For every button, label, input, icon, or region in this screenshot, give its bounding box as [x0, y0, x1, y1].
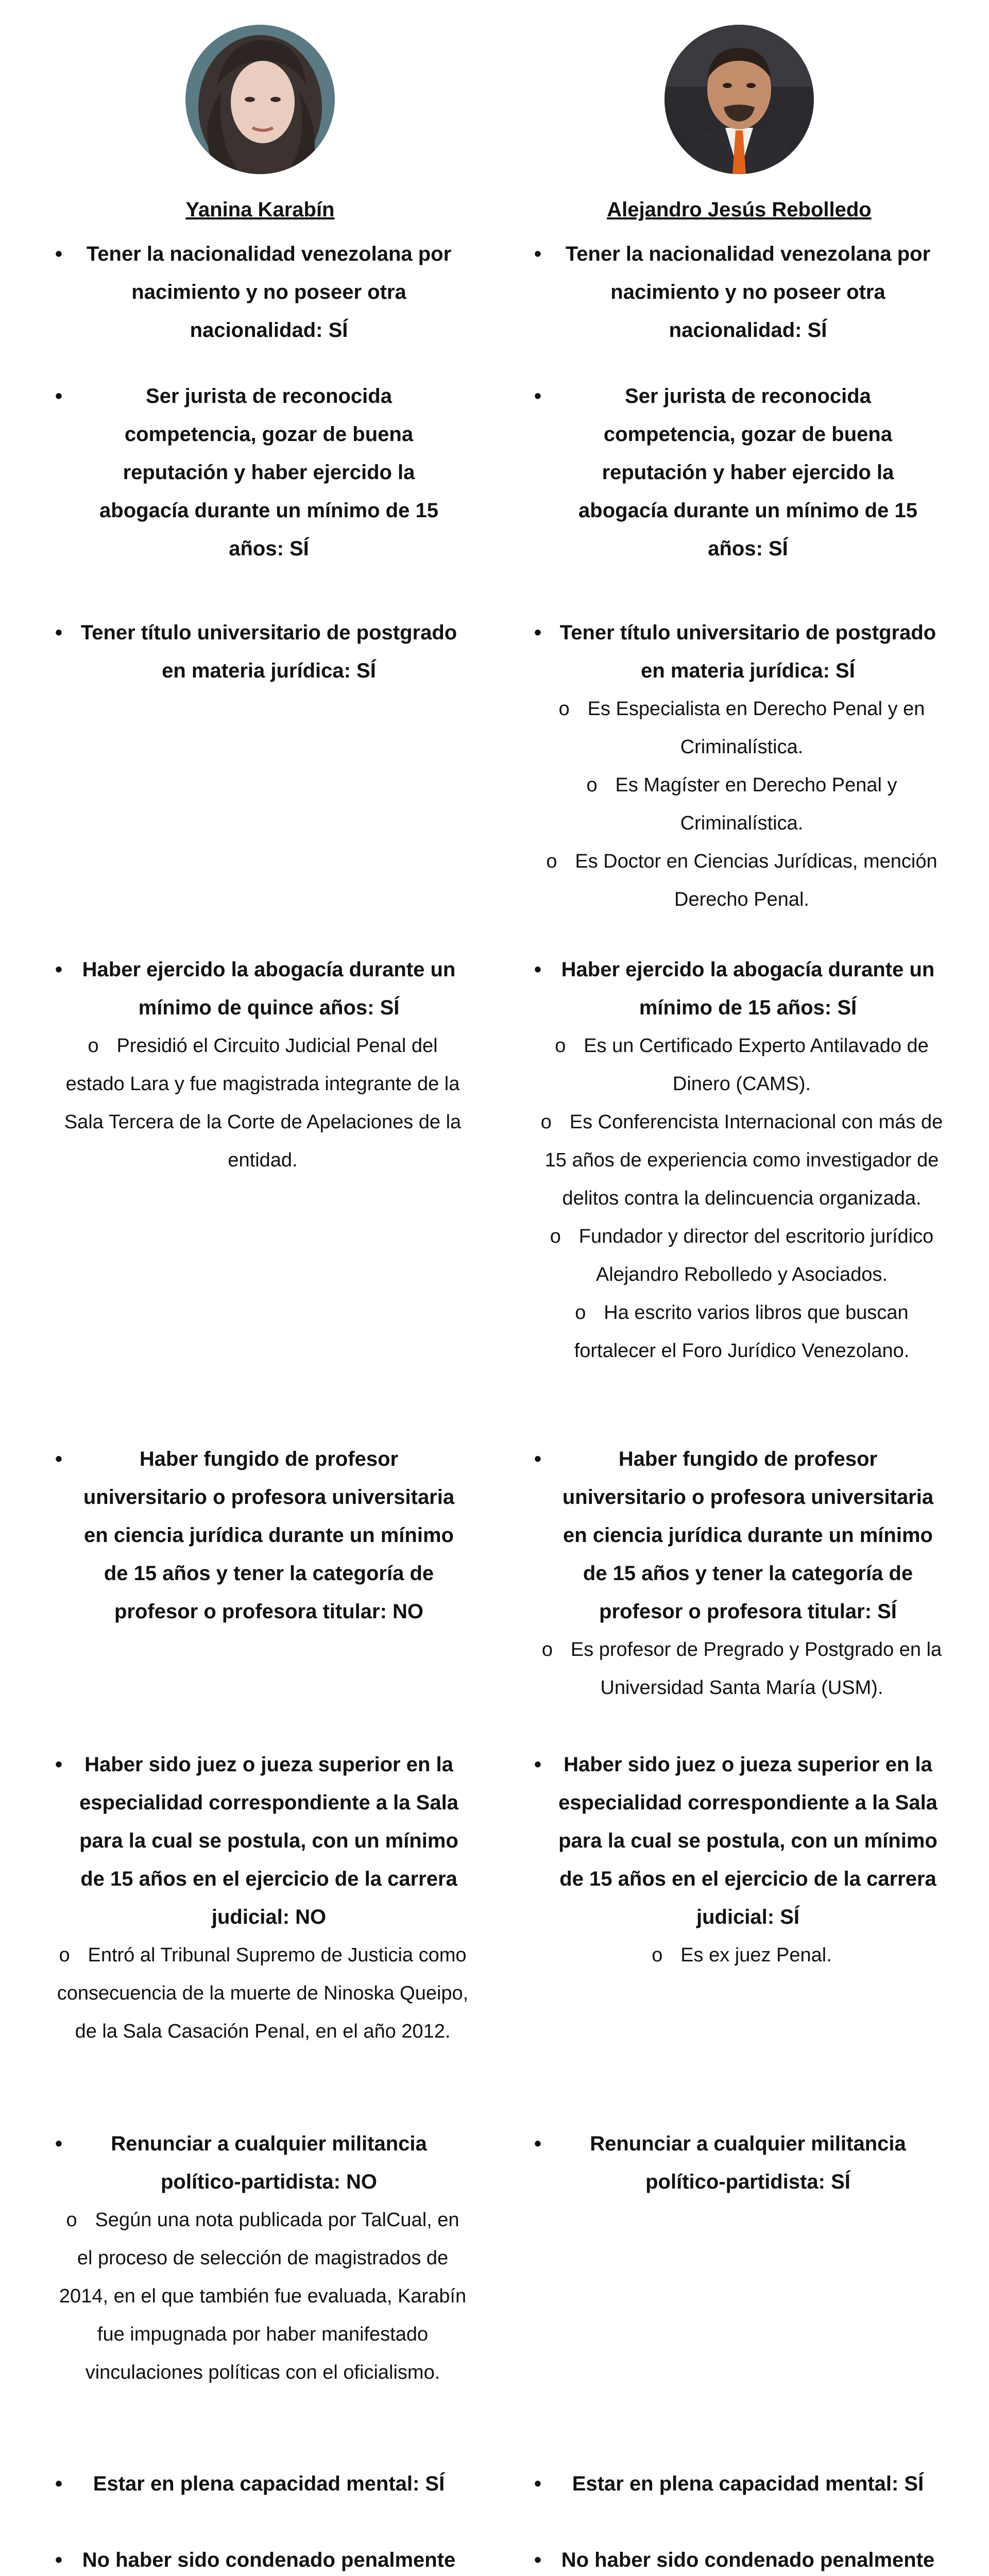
sub-item-text: Es Conferencista Internacional con más de 15 años de experiencia como investigador de delitos contra la delincuencia organizada. [544, 1111, 943, 1209]
criterion [520, 951, 958, 1370]
bullet-icon: • [55, 2132, 62, 2155]
sub-item-text: Fundador y director del escritorio jurídico Alejandro Rebolledo y Asociados. [578, 1226, 934, 1285]
candidate-name: Alejandro Jesús Rebolledo [607, 198, 872, 221]
circle-bullet-icon: o [540, 1111, 552, 1133]
bullet-icon: • [534, 621, 541, 644]
criterion-text: Ser jurista de reconocida competencia, gozar de buena reputación y haber ejercido la abogacía durante un mínimo de 15 años: SÍ [578, 385, 917, 560]
bullet-icon: • [534, 1753, 541, 1776]
criterion-text: Estar en plena capacidad mental: SÍ [572, 2472, 924, 2495]
bullet-icon: • [534, 385, 541, 408]
avatar [185, 25, 335, 174]
bullet-icon: • [55, 1753, 62, 1776]
criterion [41, 1440, 479, 1631]
sub-item [520, 842, 958, 919]
bullet-icon: • [55, 958, 62, 981]
sub-item [520, 1294, 958, 1370]
circle-bullet-icon: o [575, 1302, 586, 1324]
sub-item-text: Presidió el Circuito Judicial Penal del estado Lara y fue magistrada integrante de la Sala Tercera de la Corte de Apelaciones de la entidad. [64, 1035, 462, 1171]
criterion [520, 1440, 958, 1707]
criterion [41, 951, 479, 1179]
sub-item-text: Es ex juez Penal. [680, 1944, 832, 1966]
circle-bullet-icon: o [555, 1035, 566, 1057]
sub-item [520, 1217, 958, 1294]
sub-item-text: Es Magíster en Derecho Penal y Criminalística. [615, 774, 897, 834]
candidate-name: Yanina Karabín [185, 198, 335, 221]
criterion [41, 2541, 479, 2576]
bullet-icon: • [55, 2549, 62, 2571]
criterion-text: Tener título universitario de postgrado en materia jurídica: SÍ [559, 621, 936, 682]
circle-bullet-icon: o [88, 1035, 99, 1057]
criterion [41, 1745, 479, 2050]
criterion [520, 1745, 958, 1974]
criterion-text: No haber sido condenado penalmente [561, 2549, 935, 2571]
sub-item [41, 1027, 479, 1179]
bullet-icon: • [55, 1448, 62, 1470]
bullet-icon: • [534, 958, 541, 981]
criterion [520, 2541, 958, 2576]
sub-item [41, 2201, 479, 2392]
candidate-photo-left [185, 25, 335, 174]
bullet-icon: • [55, 385, 62, 408]
criterion-text: Ser jurista de reconocida competencia, gozar de buena reputación y haber ejercido la abogacía durante un mínimo de 15 años: SÍ [99, 385, 438, 560]
criterion [520, 614, 958, 919]
bullet-icon: • [534, 2549, 541, 2571]
criterion-text: Haber fungido de profesor universitario o profesora universitaria en ciencia jurídica durante un mínimo de 15 años y tener la categoría de profesor o profesora titular: NO [83, 1448, 455, 1623]
sub-item [520, 1631, 958, 1707]
circle-bullet-icon: o [652, 1944, 663, 1966]
criterion [520, 235, 958, 349]
circle-bullet-icon: o [558, 698, 570, 720]
criterion [41, 2465, 479, 2503]
circle-bullet-icon: o [66, 2209, 77, 2231]
sub-item [41, 1936, 479, 2050]
bullet-icon: • [534, 243, 541, 265]
bullet-icon: • [55, 621, 62, 644]
criterion-text: Tener la nacionalidad venezolana por nacimiento y no poseer otra nacionalidad: SÍ [86, 243, 452, 342]
criterion [41, 614, 479, 690]
criterion-text: Haber ejercido la abogacía durante un mínimo de quince años: SÍ [82, 958, 456, 1019]
sub-item [520, 1936, 958, 1974]
circle-bullet-icon: o [550, 1226, 561, 1247]
criterion-text: Haber sido juez o jueza superior en la especialidad correspondiente a la Sala para la cual se postula, con un mínimo de 15 años en el ejercicio de la carrera judicial: SÍ [558, 1753, 937, 1928]
criterion-text: Haber sido juez o jueza superior en la especialidad correspondiente a la Sala para la cual se postula, con un mínimo de 15 años en el ejercicio de la carrera judicial: NO [79, 1753, 458, 1928]
criterion-text: Estar en plena capacidad mental: SÍ [93, 2472, 445, 2495]
criterion-text: Tener título universitario de postgrado en materia jurídica: SÍ [80, 621, 457, 682]
criterion [520, 377, 958, 568]
sub-item-text: Es profesor de Pregrado y Postgrado en la Universidad Santa María (USM). [570, 1639, 942, 1699]
sub-item [520, 1103, 958, 1217]
criterion-text: Haber ejercido la abogacía durante un mínimo de 15 años: SÍ [561, 958, 935, 1019]
sub-item-text: Según una nota publicada por TalCual, en el proceso de selección de magistrados de 2014, en el que también fue evaluada, Karabín fue impugnada por haber manifestado vinculaciones políticas con el oficialismo. [59, 2209, 467, 2383]
criterion-text: Renunciar a cualquier militancia político-partidista: NO [111, 2132, 427, 2193]
criterion [520, 2125, 958, 2201]
sub-item-text: Es un Certificado Experto Antilavado de Dinero (CAMS). [584, 1035, 929, 1095]
criterion-text: Haber fungido de profesor universitario o profesora universitaria en ciencia jurídica durante un mínimo de 15 años y tener la categoría de profesor o profesora titular: SÍ [562, 1448, 934, 1623]
circle-bullet-icon: o [59, 1944, 70, 1966]
bullet-icon: • [534, 1448, 541, 1470]
sub-item-text: Entró al Tribunal Supremo de Justicia como consecuencia de la muerte de Ninoska Queipo, de la Sala Casación Penal, en el año 2012. [57, 1944, 469, 2042]
sub-item [520, 1027, 958, 1103]
avatar [664, 25, 814, 174]
criterion-text: Tener la nacionalidad venezolana por nacimiento y no poseer otra nacionalidad: SÍ [565, 243, 931, 342]
sub-item [520, 766, 958, 842]
bullet-icon: • [55, 243, 62, 265]
bullet-icon: • [534, 2472, 541, 2495]
sub-item [520, 690, 958, 766]
candidate-photo-right [664, 25, 814, 174]
sub-item-text: Es Especialista en Derecho Penal y en Criminalística. [587, 698, 925, 758]
bullet-icon: • [534, 2132, 541, 2155]
criterion [41, 235, 479, 349]
sub-item-text: Ha escrito varios libros que buscan fortalecer el Foro Jurídico Venezolano. [574, 1302, 910, 1362]
criterion [520, 2465, 958, 2503]
criterion [41, 377, 479, 568]
circle-bullet-icon: o [546, 851, 557, 872]
circle-bullet-icon: o [586, 774, 598, 796]
criterion-text: Renunciar a cualquier militancia político-partidista: SÍ [590, 2132, 906, 2193]
bullet-icon: • [55, 2472, 62, 2495]
criterion [41, 2125, 479, 2392]
circle-bullet-icon: o [541, 1639, 553, 1660]
sub-item-text: Es Doctor en Ciencias Jurídicas, mención Derecho Penal. [575, 851, 937, 910]
criterion-text: No haber sido condenado penalmente [82, 2549, 456, 2571]
